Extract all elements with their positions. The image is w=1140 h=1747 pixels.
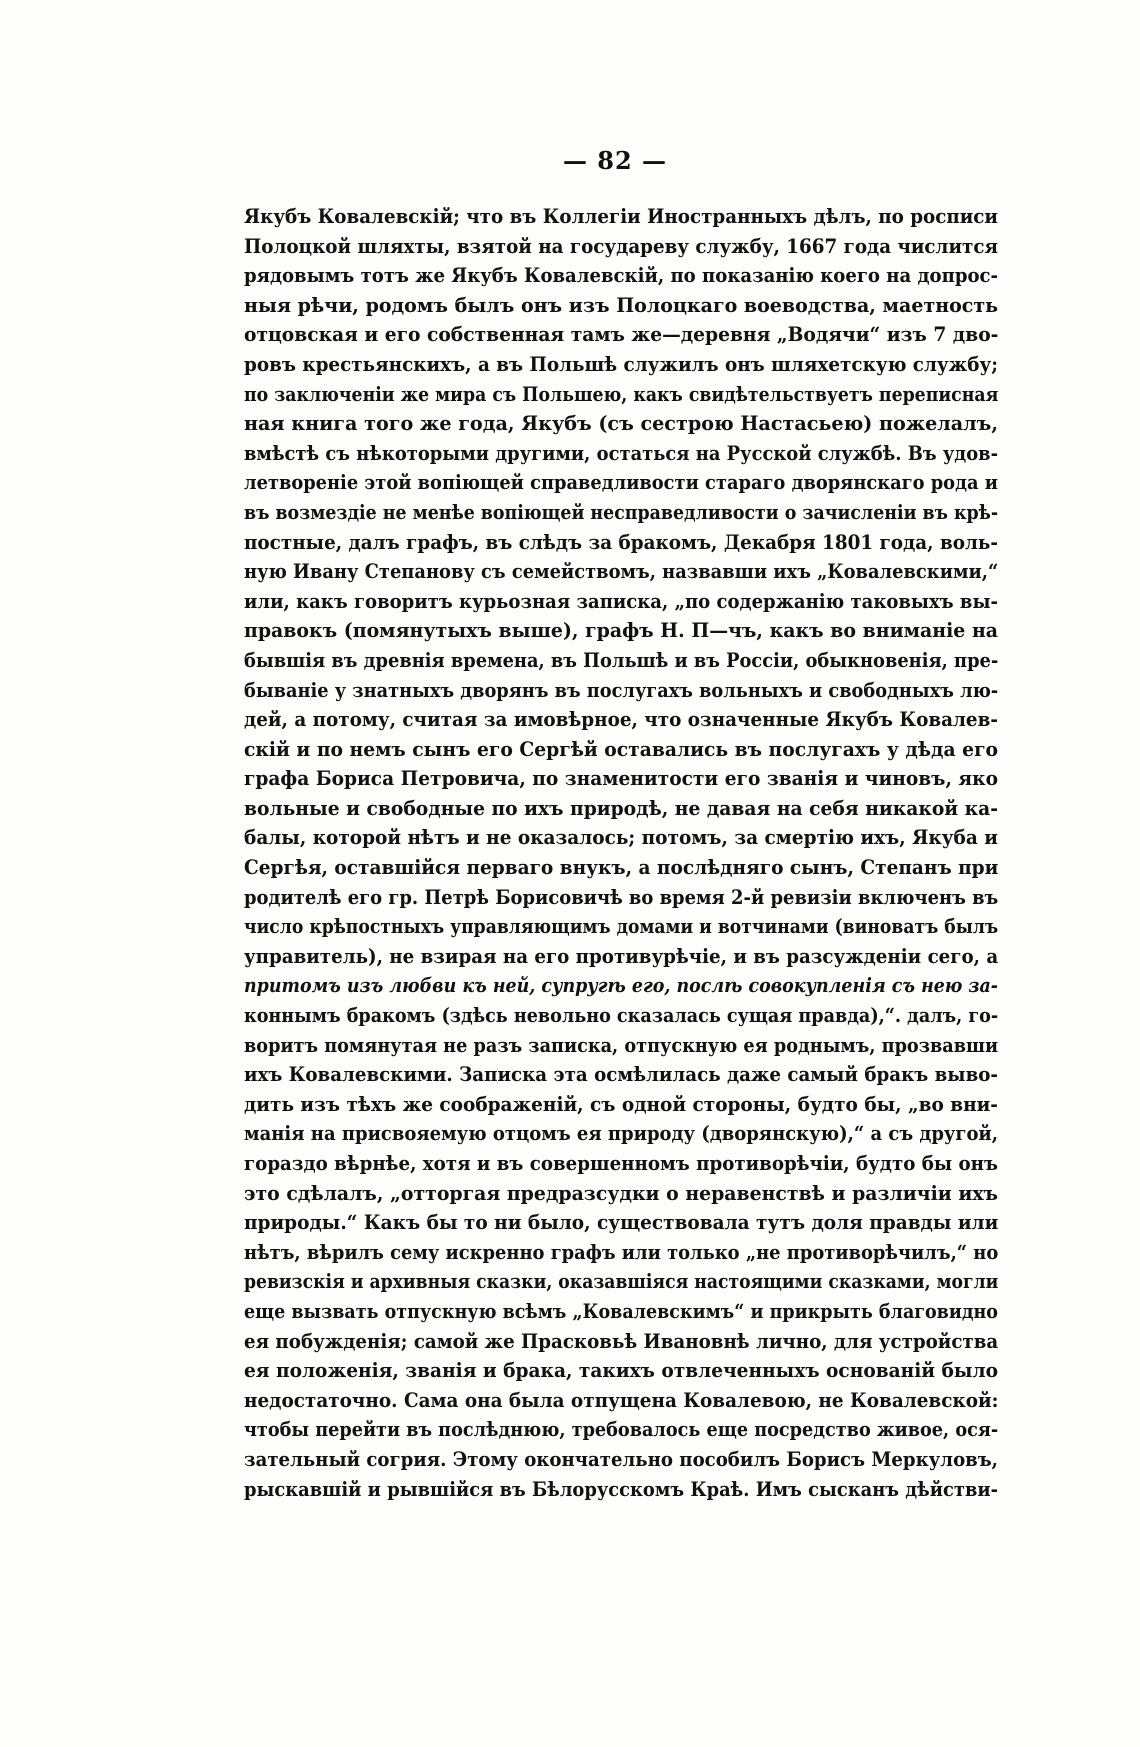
text-line: Полоцкой шляхты, взятой на государеву службу, 1667 года числится [244, 234, 998, 258]
text-line: зательный согрия. Этому окончательно пособилъ Борисъ Меркуловъ, [244, 1447, 998, 1471]
text-line: ная книга того же года, Якубъ (съ сестрою Настасьею) пожелалъ, [244, 412, 999, 436]
text-line: ревизскія и архивныя сказки, оказавшіяся настоящими сказками, могли [244, 1270, 999, 1294]
text-line: вмѣстѣ съ нѣкоторыми другими, остаться на Русской службѣ. Въ удов- [244, 441, 999, 465]
text-line: по заключеніи же мира съ Польшею, какъ свидѣтельствуетъ переписная [244, 382, 999, 406]
text-line: бываніе у знатныхъ дворянъ въ послугахъ вольныхъ и свободныхъ лю- [244, 678, 999, 702]
text-line: рыскавшій и рывшійся въ Бѣлорусскомъ Краѣ. Имъ сысканъ дѣйстви- [244, 1477, 999, 1501]
text-line: отцовская и его собственная тамъ же—деревня „Водячи“ изъ 7 дво- [244, 323, 999, 347]
text-line: летвореніе этой вопіющей справедливости стараго дворянскаго рода и [244, 471, 998, 495]
text-line: графа Бориса Петровича, по знаменитости его званія и чиновъ, яко [244, 767, 998, 791]
text-line: ныя рѣчи, родомъ былъ онъ изъ Полоцкаго воеводства, маетность [244, 293, 999, 317]
text-line: число крѣпостныхъ управляющимъ домами и вотчинами (виноватъ былъ [244, 915, 999, 939]
text-line: балы, которой нѣтъ и не оказалось; потомъ, за смертію ихъ, Якуба и [244, 826, 998, 850]
text-line: манія на присвояемую отцомъ ея природу (дворянскую),“ а съ другой, [244, 1122, 999, 1146]
text-line: въ возмездіе не менѣе вопіющей несправедливости о зачисленіи въ крѣ- [244, 500, 999, 524]
text-line: дей, а потому, считая за имовѣрное, что означенные Якубъ Ковалев- [244, 708, 998, 732]
text-line: гораздо вѣрнѣе, хотя и въ совершенномъ противорѣчіи, будто бы онъ [244, 1152, 998, 1175]
text-line: это сдѣлалъ, „отторгая предразсудки о неравенствѣ и различіи ихъ [244, 1181, 999, 1205]
text-line: ровъ крестьянскихъ, а въ Польшѣ служилъ онъ шляхетскую службу; [244, 352, 998, 376]
text-line: дить изъ тѣхъ же соображеній, съ одной стороны, будто бы, „во вни- [244, 1092, 998, 1116]
text-line: скій и по немъ сынъ его Сергѣй оставались въ послугахъ у дѣда его [244, 737, 999, 761]
text-line: или, какъ говоритъ курьозная записка, „по содержанію таковыхъ вы- [244, 589, 999, 613]
page-number: — 82 — [562, 146, 668, 175]
text-line: вольные и свободные по ихъ природѣ, не давая на себя никакой ка- [244, 796, 999, 820]
text-line: рядовымъ тотъ же Якубъ Ковалевскій, по показанію коего на допрос- [244, 264, 999, 288]
text-line: природы.“ Какъ бы то ни было, существовала тутъ доля правды или [244, 1211, 999, 1235]
text-line: чтобы перейти въ послѣднюю, требовалось еще посредство живое, ося- [244, 1418, 999, 1442]
text-line: нѣтъ, вѣрилъ сему искренно графъ или только „не противорѣчилъ,“ но [244, 1240, 999, 1264]
text-line: управитель), не взирая на его противурѣчіе, и въ разсужденіи сего, а [244, 944, 999, 968]
text-line: воритъ помянутая не разъ записка, отпускную ея роднымъ, прозвавши [244, 1033, 999, 1057]
text-line: бывшія въ древнія времена, въ Польшѣ и въ Россіи, обыкновенія, пре- [244, 648, 999, 672]
text-line: ихъ Ковалевскими. Записка эта осмѣлилась даже самый бракъ выво- [244, 1063, 999, 1087]
text-line: правокъ (помянутыхъ выше), графъ Н. П—чъ, какъ во вниманіе на [244, 619, 999, 643]
text-line: еще вызвать отпускную всѣмъ „Ковалевскимъ“ и прикрыть благовидно [244, 1299, 998, 1323]
text-line: родителѣ его гр. Петрѣ Борисовичѣ во время 2-й ревизіи включенъ въ [244, 885, 999, 909]
text-line: ея положенія, званія и брака, такихъ отвлеченныхъ основаній было [244, 1359, 998, 1383]
text-line: постные, далъ графъ, въ слѣдъ за бракомъ, Декабря 1801 года, воль- [244, 530, 998, 554]
text-line: коннымъ бракомъ (здѣсь невольно сказалась сущая правда),“. далъ, го- [244, 1004, 999, 1028]
text-line: ную Ивану Степанову съ семействомъ, назвавши ихъ „Ковалевскими,“ [244, 560, 999, 584]
text-line: недостаточно. Сама она была отпущена Ковалевою, не Ковалевской: [244, 1388, 999, 1412]
text-line: Якубъ Ковалевскій; что въ Коллегіи Иностранныхъ дѣлъ, по росписи [244, 205, 998, 228]
text-line-italic: притомъ изъ любви къ ней, супругѣ его, послѣ совокупленія съ нею за- [244, 974, 999, 998]
body-text [244, 202, 998, 1504]
text-line: Сергѣя, оставшійся перваго внукъ, а послѣдняго сынъ, Степанъ при [244, 856, 999, 880]
text-line: ея побужденія; самой же Прасковьѣ Ивановнѣ лично, для устройства [244, 1329, 999, 1353]
